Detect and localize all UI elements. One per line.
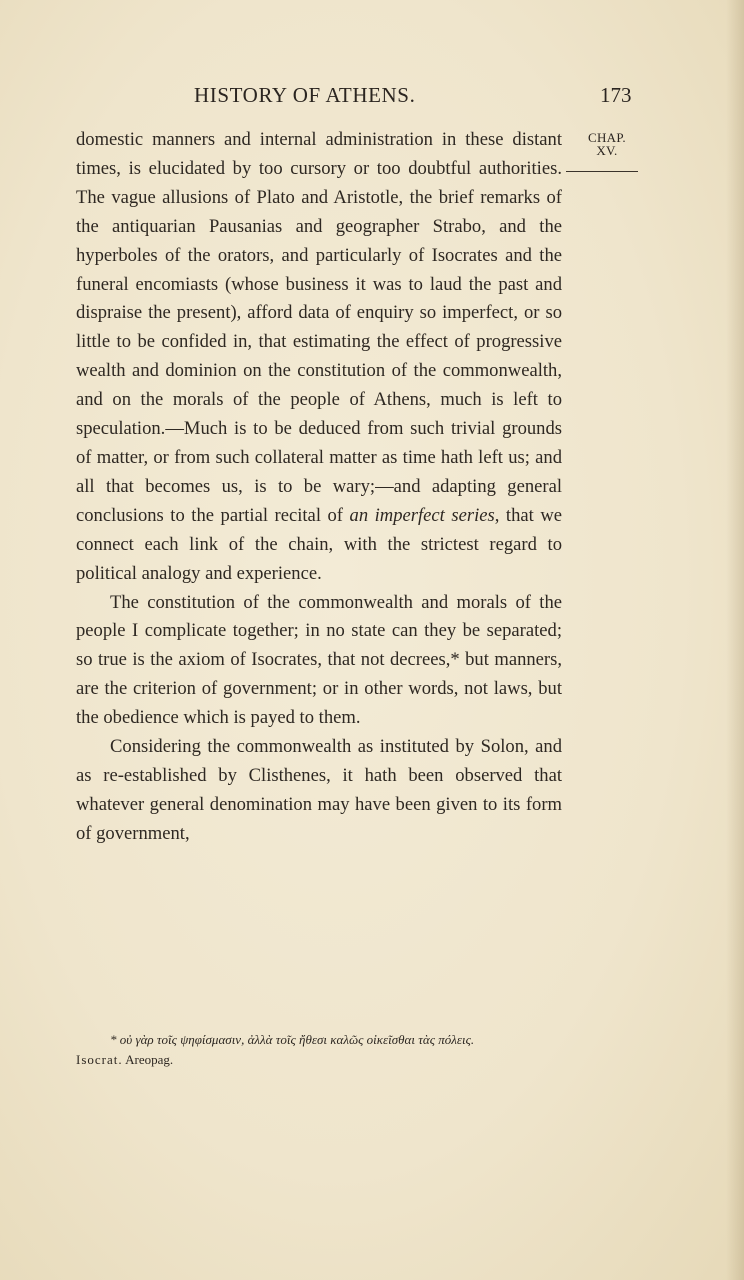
footnote-greek: * οὐ γὰρ τοῖς ψηφίσμασιν, ἀλλὰ τοῖς ἤθεσι καλῶς οἰκεῖσθαι τὰς πόλεις.	[110, 1032, 475, 1047]
body-text	[76, 126, 562, 849]
page-number: 173	[600, 83, 632, 107]
chapter-sidenote	[577, 131, 637, 157]
sidenote-number: XV.	[596, 143, 618, 158]
footnote-author: Isocrat.	[76, 1052, 123, 1067]
paragraph-1-emphasis: an imperfect series	[349, 504, 495, 526]
paragraph-3: Considering the commonwealth as instituted by Solon, and as re-established by Clisthenes, it hath been observed that whatever general denomination may have been given to its form of government,	[76, 736, 562, 844]
sidenote-chap: CHAP.	[588, 130, 626, 145]
footnote	[76, 1030, 630, 1070]
paragraph-1	[76, 126, 562, 589]
footnote-work: Areopag.	[125, 1052, 174, 1067]
paragraph-1-text: domestic manners and internal administration in these distant times, is elucidated by too cursory or too doubtful authorities. The vague allusions of Plato and Aristotle, the brief remarks of the antiquarian Pausanias and geographer Strabo, and the hyperboles of the orators, and particularly of Isocrates and the funeral encomiasts (whose business it was to laud the past and dispraise the present), afford data of enquiry so imperfect, or so little to be confided in, that estimating the effect of progressive wealth and dominion on the constitution of the commonwealth, and on the morals of the people of Athens, much is left to speculation.—Much is to be deduced from such trivial grounds of matter, or from such collateral matter as time hath left us; and all that becomes us, is to be wary;—and adapting general conclusions to the partial recital of	[76, 129, 562, 526]
footnote-citation	[76, 1050, 630, 1070]
sidenote-rule	[566, 171, 638, 172]
running-head: HISTORY OF ATHENS.	[194, 83, 416, 107]
paragraph-2: The constitution of the commonwealth and morals of the people I complicate together; in no state can they be separated; so true is the axiom of Isocrates, that not decrees,* but manners, are the criterion of government; or in other words, not laws, but the obedience which is payed to them.	[76, 591, 562, 729]
page-edge-shadow	[726, 0, 744, 1280]
page-header	[0, 80, 744, 112]
paragraph-1-text-end: , that we connect each link of the chain, with the strictest regard to political analogy and experience.	[76, 504, 562, 584]
